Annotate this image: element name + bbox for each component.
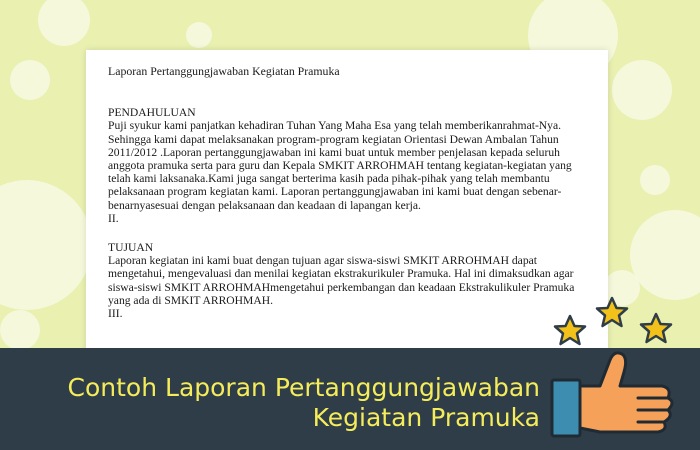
bg-circle [612,60,672,120]
section-numeral: II. [108,211,119,225]
thumbs-up-icon [548,296,688,446]
banner-title [0,373,540,433]
bg-circle [38,0,90,46]
section-numeral: III. [108,307,123,321]
star-icon [641,314,671,342]
bg-circle [0,180,92,310]
star-icon [555,316,585,344]
star-icon [597,298,627,326]
section-heading-pendahuluan: PENDAHULUAN [108,106,196,120]
bg-circle [10,60,50,100]
section-heading-tujuan: TUJUAN [108,241,154,255]
thumb-hand [552,353,672,436]
banner-title-line1: Contoh Laporan Pertanggungjawaban [67,373,540,402]
section-body-tujuan: Laporan kegiatan ini kami buat dengan tujuan agar siswa-siswi SMKIT ARROHMAH dapat mengetahui, mengevaluasi dan menilai kegiatan ekstrakurikuler Pramuka. Hal ini dimaksudkan agar siswa-siswi SMKIT ARROHMAHmengetahui perkembangan dan keadaan Ekstrakulikuler Pramuka yang ada di SMKIT ARROHMAH. [108,254,575,307]
document-page [86,50,608,360]
section-body-pendahuluan: Puji syukur kami panjatkan kehadiran Tuhan Yang Maha Esa yang telah memberikanrahmat-Nya. Sehingga kami dapat melaksanakan program-program kegiatan Orientasi Dewan Ambalan Tahun 2011/2012 .Laporan pertanggungjawaban ini kami buat untuk member penjelasan kepada seluruh anggota pramuka serta para guru dan Kepala SMKIT ARROHMAH tentang kegiatan-kegiatan yang telah kami laksanaka.Kami juga sangat berterima kasih pada pihak-pihak yang telah membantu pelaksanaan program kegiatan kami. Laporan pertanggungjawaban ini kami buat dengan sebenar-benarnyasesuai dengan pelaksanaan dan keadaan di lapangan kerja. [108,119,572,212]
document-title: Laporan Pertanggungjawaban Kegiatan Pramuka [108,64,340,78]
bg-circle [630,210,700,300]
banner-title-line2: Kegiatan Pramuka [312,403,540,432]
bg-circle [186,22,212,48]
bg-circle [0,310,40,350]
document-body [108,65,588,336]
bg-circle [640,165,670,195]
